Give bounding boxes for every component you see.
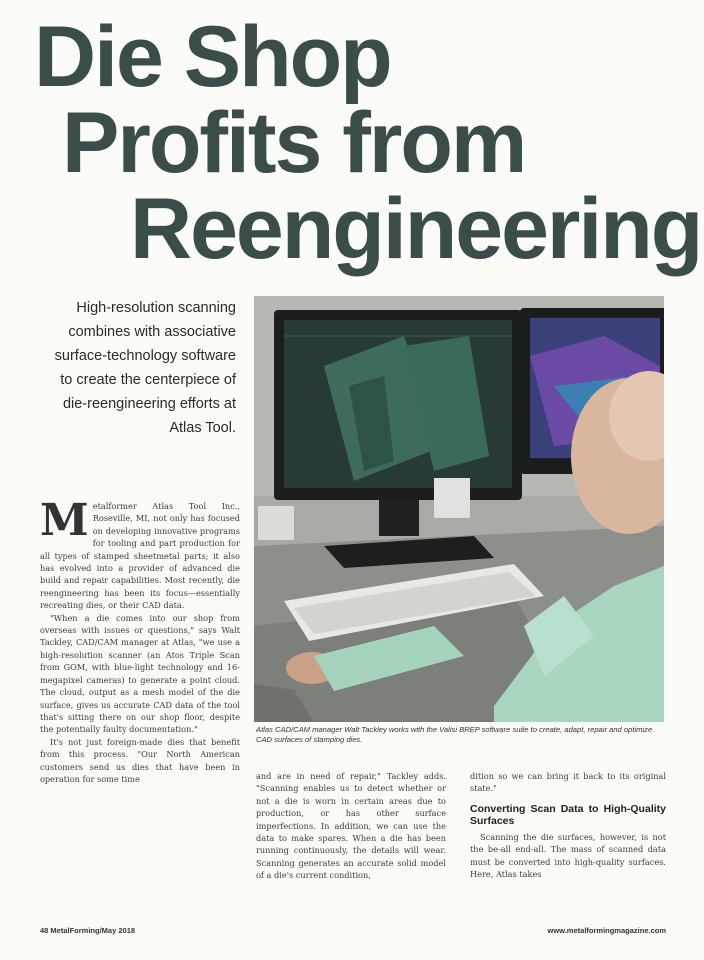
headline-line-2: Profits from xyxy=(62,95,526,191)
paragraph: Scanning the die surfaces, however, is not the be-all end-all. The mass of scanned data must be converted into high-quality surfaces. Here, Atlas takes xyxy=(470,831,666,880)
paragraph: It's not just foreign-made dies that benefit from this process. "Our North American customers send us dies that have been in operation for some time xyxy=(40,736,240,784)
footer-folio: 48 MetalForming/May 2018 xyxy=(40,926,136,935)
headline xyxy=(34,9,702,277)
body-column-1 xyxy=(40,500,240,925)
article-photo xyxy=(254,296,664,722)
paragraph-text: etalformer Atlas Tool Inc., Roseville, MI, not only has focused on developing innovative programs for tooling and part production for all types of stamped sheetmetal parts; it also has evolved into a provider of advanced die build and repair capabilities. Most recently, die reengineering has been its focus—essentially recreating dies, or their CAD data. xyxy=(40,501,240,611)
article-deck: High-resolution scanning combines with associative surface-technology software to create the centerpiece of die-reengineering efforts at Atlas Tool. xyxy=(54,300,236,436)
photo-caption: Atlas CAD/CAM manager Walt Tackley works with the Valisi BREP software suite to create, adapt, repair and optimize CAD surfaces of stamping dies. xyxy=(256,725,653,744)
paragraph xyxy=(40,500,240,612)
paragraph: dition so we can bring it back to its original state." xyxy=(470,771,666,794)
body-column-3 xyxy=(470,770,666,920)
drop-cap: M xyxy=(40,500,89,546)
paragraph: and are in need of repair," Tackley adds. "Scanning enables us to detect whether or not a die is worn in certain areas due to production, or has other surface imperfections. In addition, we can use the data to make spares. When a die has been running continuously, the details will wear. Scanning generates an accurate solid model of a die's current condition, xyxy=(256,771,446,881)
section-subhead: Converting Scan Data to High-Quality Surfaces xyxy=(470,802,666,827)
headline-line-1: Die Shop xyxy=(34,9,391,105)
body-column-2 xyxy=(256,770,446,920)
footer-url: www.metalformingmagazine.com xyxy=(547,926,666,935)
headline-line-3: Reengineering xyxy=(130,181,702,277)
page-footer xyxy=(40,926,666,935)
paragraph: "When a die comes into our shop from overseas with issues or questions," says Walt Tackley, CAD/CAM manager at Atlas, "we use a high-resolution scanner (an Atos Triple Scan from GOM, with blue-light technology and 16-megapixel cameras) to generate a point cloud. The cloud, output as a mesh model of the die surface, gives us accurate CAD data of the tool that's sitting there on our shop floor, despite the potentially faulty documentation." xyxy=(40,612,240,735)
photo-illustration xyxy=(254,296,664,722)
